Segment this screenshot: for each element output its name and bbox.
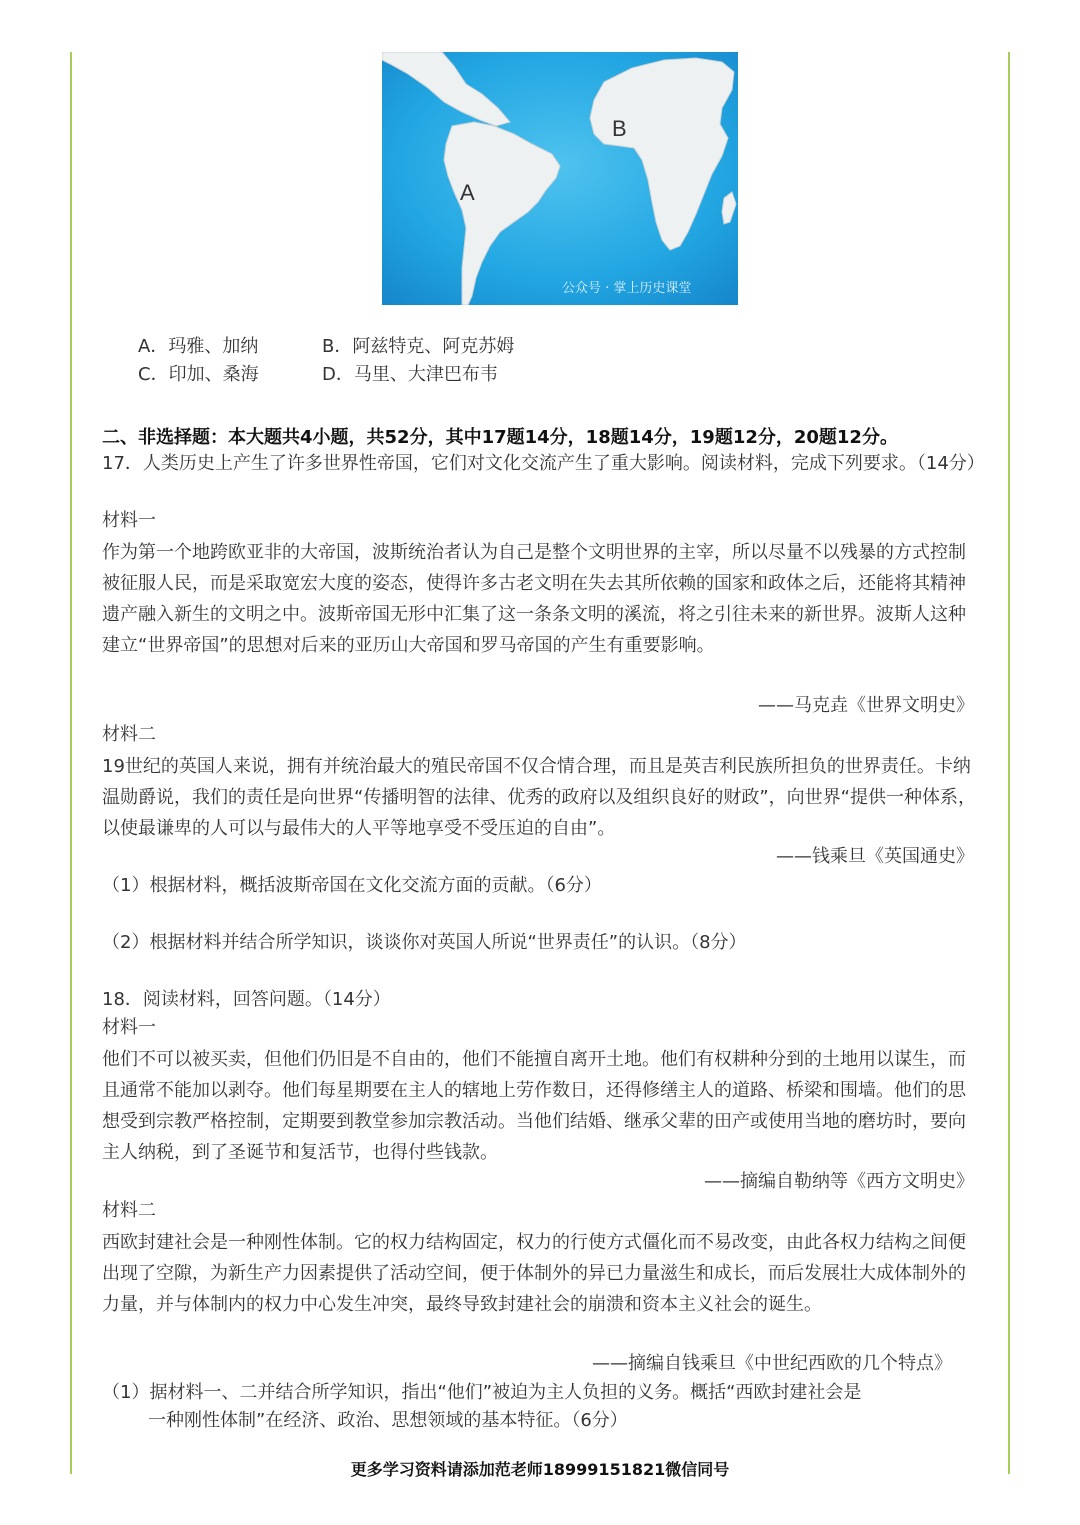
footer-contact: 更多学习资料请添加范老师18999151821微信同号 xyxy=(350,1460,730,1479)
option-a: A．玛雅、加纳 xyxy=(138,336,259,357)
q17-question1: （1）根据材料，概括波斯帝国在文化交流方面的贡献。（6分） xyxy=(102,875,602,896)
right-margin-rule xyxy=(1008,52,1010,1474)
option-b: B．阿兹特克、阿克苏姆 xyxy=(322,336,515,357)
q18-material2-text: 西欧封建社会是一种刚性体制。它的权力结构固定，权力的行使方式僵化而不易改变，由此各权力结构之间便出现了空隙，为新生产力因素提供了活动空间，便于体制外的异已力量滋生和成长，而后发展壮大成体制外的力量，并与体制内的权力中心发生冲突，最终导致封建社会的崩溃和资本主义社会的诞生。 xyxy=(102,1232,966,1315)
q18-material1-text: 他们不可以被买卖，但他们仍旧是不自由的，他们不能擅自离开土地。他们有权耕种分到的土地用以谋生，而且通常不能加以剥夺。他们每星期要在主人的辖地上劳作数日，还得修缮主人的道路、桥梁和围墙。他们的思想受到宗教严格控制，定期要到教堂参加宗教活动。当他们结婚、继承父辈的田产或使用当地的磨坊时，要向主人纳税，到了圣诞节和复活节，也得付些钱款。 xyxy=(102,1049,966,1163)
map-watermark: 公众号 · 掌上历史课堂 xyxy=(562,281,692,296)
q18-material2-label: 材料二 xyxy=(102,1200,156,1221)
map-image xyxy=(382,52,738,305)
q17-material2-text: 19世纪的英国人来说，拥有并统治最大的殖民帝国不仅合情合理，而且是英吉利民族所担负的世界责任。卡纳温勋爵说，我们的责任是向世界“传播明智的法律、优秀的政府以及组织良好的财政”，向世界“提供一种体系，以使最谦卑的人可以与最伟大的人平等地享受不受压迫的自由”。 xyxy=(102,756,976,839)
q18-stem: 18．阅读材料，回答问题。（14分） xyxy=(102,989,391,1010)
map-label-a: A xyxy=(460,180,475,205)
left-margin-rule xyxy=(70,52,72,1474)
q17-material1-source: ——马克垚《世界文明史》 xyxy=(758,695,974,716)
q17-question2: （2）根据材料并结合所学知识，谈谈你对英国人所说“世界责任”的认识。（8分） xyxy=(102,932,747,953)
atlantic-map xyxy=(382,52,738,305)
section-heading: 二、非选择题：本大题共4小题，共52分，其中17题14分，18题14分，19题12分，20题12分。 xyxy=(102,427,898,448)
map-label-b: B xyxy=(612,116,627,141)
q18-question1-line1: （1）据材料一、二并结合所学知识，指出“他们”被迫为主人负担的义务。概括“西欧封建社会是 xyxy=(102,1382,862,1403)
q18-material1-source: ——摘编自勒纳等《西方文明史》 xyxy=(704,1171,974,1192)
q17-material1-text: 作为第一个地跨欧亚非的大帝国，波斯统治者认为自己是整个文明世界的主宰，所以尽量不以残暴的方式控制被征服人民，而是采取宽宏大度的姿态，使得许多古老文明在失去其所依赖的国家和政体之后，还能将其精神遗产融入新生的文明之中。波斯帝国无形中汇集了这一条条文明的溪流，将之引往未来的新世界。波斯人这种建立“世界帝国”的思想对后来的亚历山大帝国和罗马帝国的产生有重要影响。 xyxy=(102,542,966,656)
option-d: D．马里、大津巴布韦 xyxy=(322,364,498,385)
option-c: C．印加、桑海 xyxy=(138,364,259,385)
q17-material1-label: 材料一 xyxy=(102,510,156,531)
q17-material2-label: 材料二 xyxy=(102,724,156,745)
q18-material2-source: ——摘编自钱乘旦《中世纪西欧的几个特点》 xyxy=(592,1353,952,1374)
q18-material1-label: 材料一 xyxy=(102,1017,156,1038)
q17-material2-source: ——钱乘旦《英国通史》 xyxy=(776,846,974,867)
q18-question1-line2: 一种刚性体制”在经济、政治、思想领域的基本特征。（6分） xyxy=(148,1410,628,1431)
q17-stem: 17．人类历史上产生了许多世界性帝国，它们对文化交流产生了重大影响。阅读材料，完成下列要求。（14分） xyxy=(102,453,985,474)
